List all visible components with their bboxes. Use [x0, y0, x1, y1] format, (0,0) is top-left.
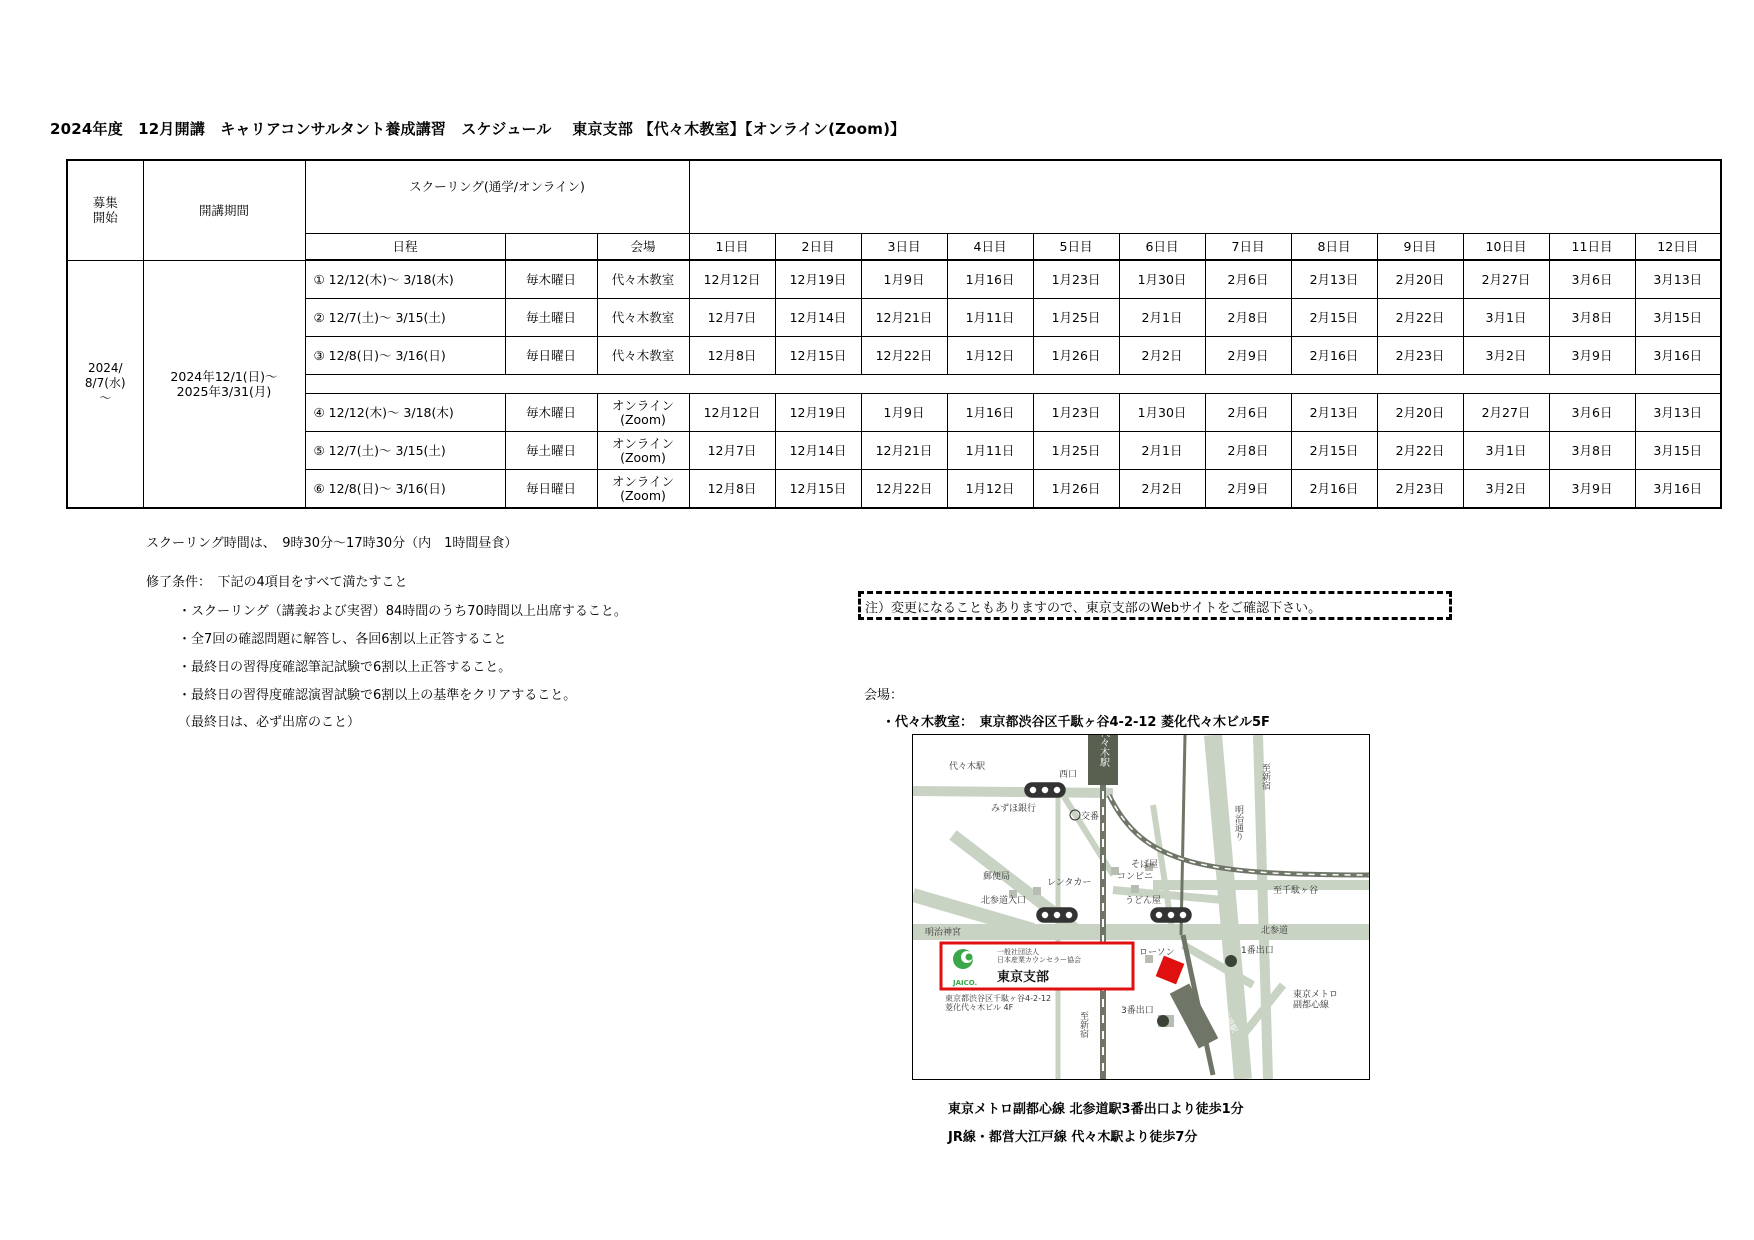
exit3-marker	[1157, 1015, 1169, 1027]
header-period: 開講期間	[143, 160, 305, 260]
header-blank	[505, 234, 597, 261]
map-koban: 交番	[1081, 812, 1100, 822]
map-west-exit: 西口	[1059, 770, 1078, 780]
header-day: 2日目	[775, 234, 861, 261]
header-day: 10日目	[1463, 234, 1549, 261]
completion-heading: 修了条件： 下記の4項目をすべて満たすこと	[146, 575, 408, 590]
date-cell: 2月23日	[1377, 337, 1463, 375]
date-cell: 2月13日	[1291, 260, 1377, 299]
date-cell: 12月21日	[861, 432, 947, 470]
date-cell: 1月16日	[947, 260, 1033, 299]
date-cell: 3月2日	[1463, 470, 1549, 509]
header-day: 8日目	[1291, 234, 1377, 261]
map-to-sendagaya: 至千駄ヶ谷	[1273, 886, 1319, 896]
date-cell: 12月12日	[689, 260, 775, 299]
date-cell: 1月9日	[861, 260, 947, 299]
header-schedule: 日程	[305, 234, 505, 261]
date-cell: 2月6日	[1205, 394, 1291, 432]
office-marker	[1156, 956, 1185, 985]
venue-cell: オンライン (Zoom)	[597, 432, 689, 470]
access-jr: JR線・都営大江戸線 代々木駅より徒歩7分	[948, 1130, 1198, 1145]
date-cell: 3月8日	[1549, 299, 1635, 337]
completion-item: ・全7回の確認問題に解答し、各回6割以上正答すること	[178, 632, 507, 647]
page-title: 2024年度 12月開講 キャリアコンサルタント養成講習 スケジュール 東京支部 【代々木教室】【オンライン(Zoom)】	[50, 120, 906, 138]
date-cell: 2月16日	[1291, 337, 1377, 375]
map-soba: そば屋	[1131, 860, 1159, 870]
header-day: 4日目	[947, 234, 1033, 261]
date-cell: 1月11日	[947, 299, 1033, 337]
map-lawson: ローソン	[1139, 948, 1175, 958]
map-to-shinjuku-bottom: 至新宿	[1078, 1011, 1088, 1038]
date-cell: 1月12日	[947, 337, 1033, 375]
date-cell: 1月23日	[1033, 394, 1119, 432]
yoyogi-station-label: 代々木駅	[1097, 735, 1109, 767]
date-cell: 3月16日	[1635, 337, 1721, 375]
weekday-cell: 毎木曜日	[505, 394, 597, 432]
schedule-cell: ⑤ 12/7(土)～ 3/15(土)	[305, 432, 505, 470]
date-cell: 1月25日	[1033, 299, 1119, 337]
schedule-cell: ① 12/12(木)～ 3/18(木)	[305, 260, 505, 299]
exit1-marker	[1225, 955, 1237, 967]
date-cell: 1月25日	[1033, 432, 1119, 470]
map-exit3: 3番出口	[1121, 1006, 1154, 1016]
table-row	[67, 337, 1721, 375]
date-cell: 2月1日	[1119, 299, 1205, 337]
table-row	[67, 260, 1721, 299]
date-cell: 12月8日	[689, 337, 775, 375]
date-cell: 1月9日	[861, 394, 947, 432]
date-cell: 1月23日	[1033, 260, 1119, 299]
schooling-time-note: スクーリング時間は、 9時30分～17時30分（内 1時間昼食）	[146, 536, 518, 551]
weekday-cell: 毎木曜日	[505, 260, 597, 299]
header-days-blank	[689, 160, 1721, 234]
header-day: 7日目	[1205, 234, 1291, 261]
date-cell: 3月6日	[1549, 394, 1635, 432]
date-cell: 12月22日	[861, 470, 947, 509]
date-cell: 12月7日	[689, 299, 775, 337]
venue-cell: 代々木教室	[597, 337, 689, 375]
venue-address: ・代々木教室： 東京都渋谷区千駄ヶ谷4-2-12 菱化代々木ビル5F	[882, 715, 1270, 730]
schedule-cell: ④ 12/12(木)～ 3/18(木)	[305, 394, 505, 432]
map-post-office: 郵便局	[983, 872, 1011, 882]
date-cell: 2月20日	[1377, 260, 1463, 299]
weekday-cell: 毎日曜日	[505, 470, 597, 509]
date-cell: 3月15日	[1635, 299, 1721, 337]
map-to-shinjuku-top: 至新宿	[1260, 763, 1270, 790]
table-row	[67, 299, 1721, 337]
venue-cell: オンライン (Zoom)	[597, 470, 689, 509]
date-cell: 3月1日	[1463, 432, 1549, 470]
schedule-cell: ② 12/7(土)～ 3/15(土)	[305, 299, 505, 337]
date-cell: 12月22日	[861, 337, 947, 375]
weekday-cell: 毎土曜日	[505, 299, 597, 337]
map-udon: うどん屋	[1125, 896, 1162, 906]
schedule-cell: ⑥ 12/8(日)～ 3/16(日)	[305, 470, 505, 509]
map-meiji-jingu: 明治神宮	[925, 928, 962, 938]
map-meiji-dori: 明治通り	[1233, 805, 1243, 841]
schedule-table	[66, 159, 1722, 509]
date-cell: 12月19日	[775, 260, 861, 299]
date-cell: 1月11日	[947, 432, 1033, 470]
date-cell: 3月1日	[1463, 299, 1549, 337]
date-cell: 2月22日	[1377, 432, 1463, 470]
table-row	[67, 470, 1721, 509]
header-recruit-start: 募集開始	[67, 160, 143, 260]
access-map	[912, 734, 1370, 1080]
map-convenience: コンビニ	[1117, 872, 1154, 882]
date-cell: 1月26日	[1033, 337, 1119, 375]
header-venue: 会場	[597, 234, 689, 261]
map-org-name: 東京支部	[997, 970, 1050, 985]
date-cell: 2月2日	[1119, 337, 1205, 375]
header-day: 3日目	[861, 234, 947, 261]
header-day: 11日目	[1549, 234, 1635, 261]
completion-item: ・最終日の習得度確認筆記試験で6割以上正答すること。	[178, 660, 512, 675]
header-day: 6日目	[1119, 234, 1205, 261]
map-kitasando: 北参道	[1261, 926, 1289, 936]
date-cell: 2月13日	[1291, 394, 1377, 432]
access-metro: 東京メトロ副都心線 北参道駅3番出口より徒歩1分	[948, 1102, 1244, 1117]
date-cell: 12月8日	[689, 470, 775, 509]
map-yoyogi-station: 代々木駅	[949, 762, 986, 772]
table-row	[67, 432, 1721, 470]
venue-cell: オンライン (Zoom)	[597, 394, 689, 432]
date-cell: 3月13日	[1635, 260, 1721, 299]
date-cell: 12月14日	[775, 432, 861, 470]
date-cell: 3月15日	[1635, 432, 1721, 470]
map-logo-text: JAICO.	[953, 979, 978, 987]
map-mizuho: みずほ銀行	[991, 804, 1037, 814]
schedule-cell: ③ 12/8(日)～ 3/16(日)	[305, 337, 505, 375]
map-exit1: 1番出口	[1241, 946, 1274, 956]
weekday-cell: 毎日曜日	[505, 337, 597, 375]
completion-item: ・最終日の習得度確認演習試験で6割以上の基準をクリアすること。	[178, 688, 577, 703]
date-cell: 2月8日	[1205, 299, 1291, 337]
venue-label: 会場：	[864, 688, 904, 703]
date-cell: 2月16日	[1291, 470, 1377, 509]
date-cell: 2月23日	[1377, 470, 1463, 509]
date-cell: 2月2日	[1119, 470, 1205, 509]
date-cell: 3月2日	[1463, 337, 1549, 375]
separator-cell	[305, 375, 1721, 394]
map-drawing	[913, 735, 1369, 1079]
date-cell: 1月16日	[947, 394, 1033, 432]
header-day: 5日目	[1033, 234, 1119, 261]
date-cell: 3月8日	[1549, 432, 1635, 470]
date-cell: 3月9日	[1549, 470, 1635, 509]
completion-item: ・スクーリング（講義および実習）84時間のうち70時間以上出席すること。	[178, 604, 627, 619]
completion-item: （最終日は、必ず出席のこと）	[178, 715, 361, 730]
date-cell: 3月9日	[1549, 337, 1635, 375]
date-cell: 2月1日	[1119, 432, 1205, 470]
date-cell: 2月9日	[1205, 337, 1291, 375]
period-cell: 2024年12/1(日)～ 2025年3/31(月)	[143, 260, 305, 508]
header-day: 12日目	[1635, 234, 1721, 261]
header-schooling: スクーリング(通学/オンライン)	[305, 160, 689, 234]
date-cell: 3月16日	[1635, 470, 1721, 509]
header-day: 9日目	[1377, 234, 1463, 261]
recruit-start-cell: 2024/ 8/7(水) ～	[67, 260, 143, 508]
table-row	[67, 394, 1721, 432]
date-cell: 1月30日	[1119, 260, 1205, 299]
date-cell: 2月27日	[1463, 260, 1549, 299]
map-kitasando-entrance: 北参道入口	[981, 896, 1027, 906]
date-cell: 2月15日	[1291, 299, 1377, 337]
date-cell: 12月15日	[775, 337, 861, 375]
map-org-small: 一般社団法人日本産業カウンセラー協会	[997, 948, 1081, 965]
notice-box: 注）変更になることもありますので、東京支部のWebサイトをご確認下さい。	[858, 591, 1452, 620]
date-cell: 3月13日	[1635, 394, 1721, 432]
date-cell: 12月15日	[775, 470, 861, 509]
date-cell: 12月12日	[689, 394, 775, 432]
date-cell: 2月20日	[1377, 394, 1463, 432]
map-rental-car: レンタカー	[1047, 878, 1092, 888]
date-cell: 12月19日	[775, 394, 861, 432]
date-cell: 2月27日	[1463, 394, 1549, 432]
header-day: 1日目	[689, 234, 775, 261]
date-cell: 1月26日	[1033, 470, 1119, 509]
date-cell: 12月14日	[775, 299, 861, 337]
date-cell: 2月15日	[1291, 432, 1377, 470]
date-cell: 12月21日	[861, 299, 947, 337]
date-cell: 2月8日	[1205, 432, 1291, 470]
weekday-cell: 毎土曜日	[505, 432, 597, 470]
date-cell: 2月6日	[1205, 260, 1291, 299]
date-cell: 2月22日	[1377, 299, 1463, 337]
map-metro-line: 東京メトロ副都心線	[1293, 990, 1339, 1011]
date-cell: 1月12日	[947, 470, 1033, 509]
date-cell: 2月9日	[1205, 470, 1291, 509]
map-org-address: 東京都渋谷区千駄ヶ谷4-2-12 菱化代々木ビル 4F	[945, 994, 1052, 1013]
date-cell: 3月6日	[1549, 260, 1635, 299]
venue-cell: 代々木教室	[597, 260, 689, 299]
date-cell: 1月30日	[1119, 394, 1205, 432]
date-cell: 12月7日	[689, 432, 775, 470]
separator-row	[67, 375, 1721, 394]
metro-line-segment	[1170, 983, 1219, 1048]
venue-cell: 代々木教室	[597, 299, 689, 337]
map-kitasando-station: 北参道駅	[1216, 1001, 1240, 1035]
